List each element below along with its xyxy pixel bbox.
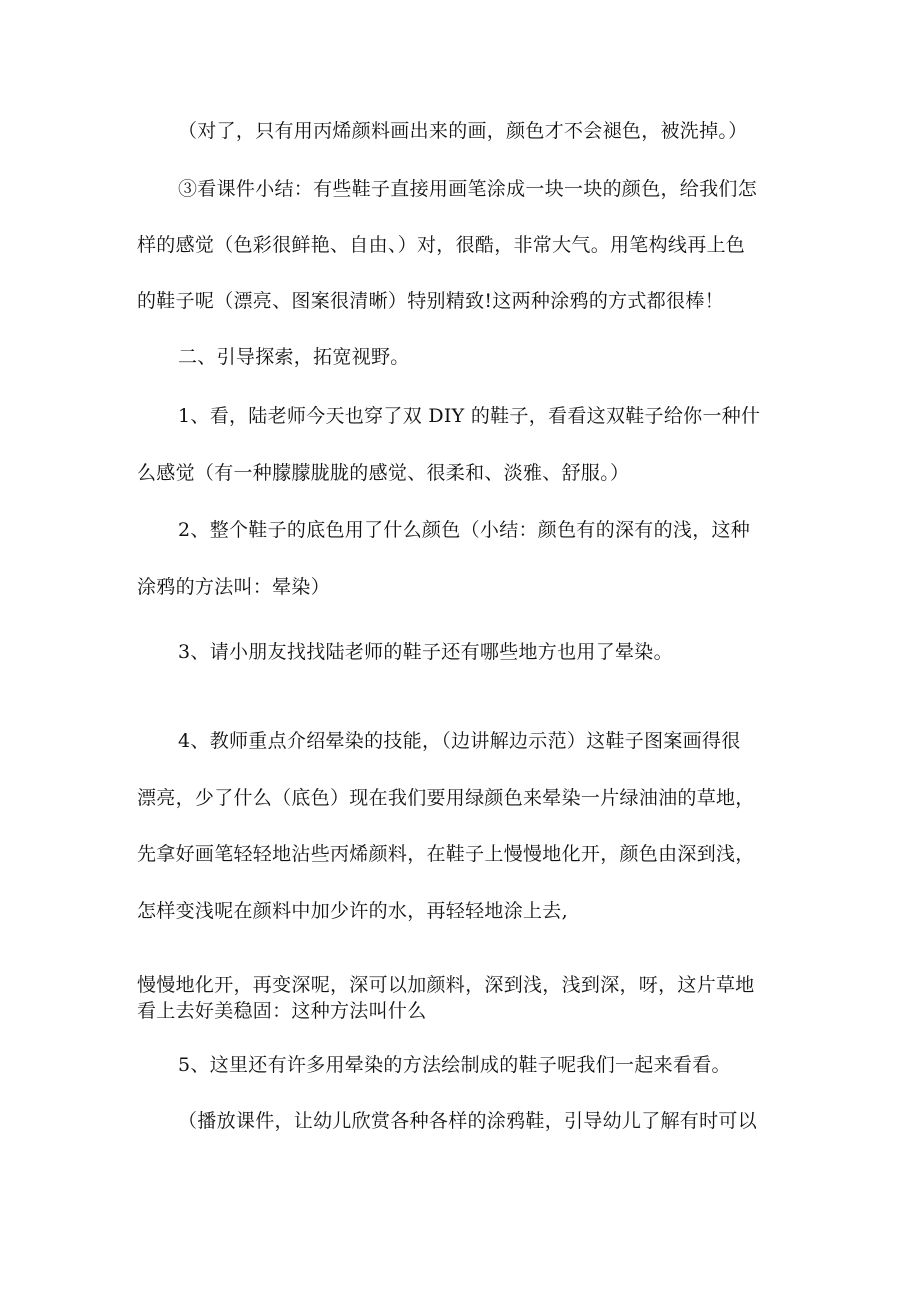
paragraph-line-9: 涂鸦的方法叫：晕染） xyxy=(137,576,331,598)
paragraph-line-7: 么感觉（有一种朦朦胧胧的感觉、很柔和、淡雅、舒服。） xyxy=(137,462,630,484)
section-heading: 二、引导探索，拓宽视野。 xyxy=(178,346,410,368)
paragraph-line-4: 的鞋子呢（漂亮、图案很清晰）特别精致!这两种涂鸦的方式都很棒！ xyxy=(137,290,724,312)
paragraph-line-3: 样的感觉（色彩很鲜艳、自由、）对，很酷，非常大气。用笔构线再上色 xyxy=(137,234,746,256)
paragraph-line-15: 慢慢地化开，再变深呢，深可以加颜料，深到浅，浅到深，呀，这片草地 xyxy=(137,974,755,996)
paragraph-line-13: 先拿好画笔轻轻地沾些丙烯颜料，在鞋子上慢慢地化开，颜色由深到浅， xyxy=(137,843,755,865)
paragraph-line-11: 4、教师重点介绍晕染的技能，（边讲解边示范）这鞋子图案画得很 xyxy=(178,730,741,752)
paragraph-line-17: 5、这里还有许多用晕染的方法绘制成的鞋子呢我们一起来看看。 xyxy=(178,1054,731,1076)
paragraph-line-6: 1、看，陆老师今天也穿了双 DIY 的鞋子，看看这双鞋子给你一种什 xyxy=(178,405,761,427)
paragraph-line-10: 3、请小朋友找找陆老师的鞋子还有哪些地方也用了晕染。 xyxy=(178,641,673,663)
paragraph-line-14: 怎样变浅呢在颜料中加少许的水，再轻轻地涂上去, xyxy=(137,900,568,922)
paragraph-line-18: （播放课件，让幼儿欣赏各种各样的涂鸦鞋，引导幼儿了解有时可以 xyxy=(178,1110,758,1132)
paragraph-line-1: （对了，只有用丙烯颜料画出来的画，颜色才不会褪色，被洗掉。） xyxy=(178,120,748,142)
paragraph-line-12: 漂亮，少了什么（底色）现在我们要用绿颜色来晕染一片绿油油的草地， xyxy=(137,787,755,809)
paragraph-line-8: 2、整个鞋子的底色用了什么颜色（小结：颜色有的深有的浅，这种 xyxy=(178,519,751,541)
paragraph-line-16: 看上去好美稳固：这种方法叫什么 xyxy=(137,1000,427,1022)
paragraph-line-2: ③看课件小结：有些鞋子直接用画笔涂成一块一块的颜色，给我们怎 xyxy=(178,178,758,200)
